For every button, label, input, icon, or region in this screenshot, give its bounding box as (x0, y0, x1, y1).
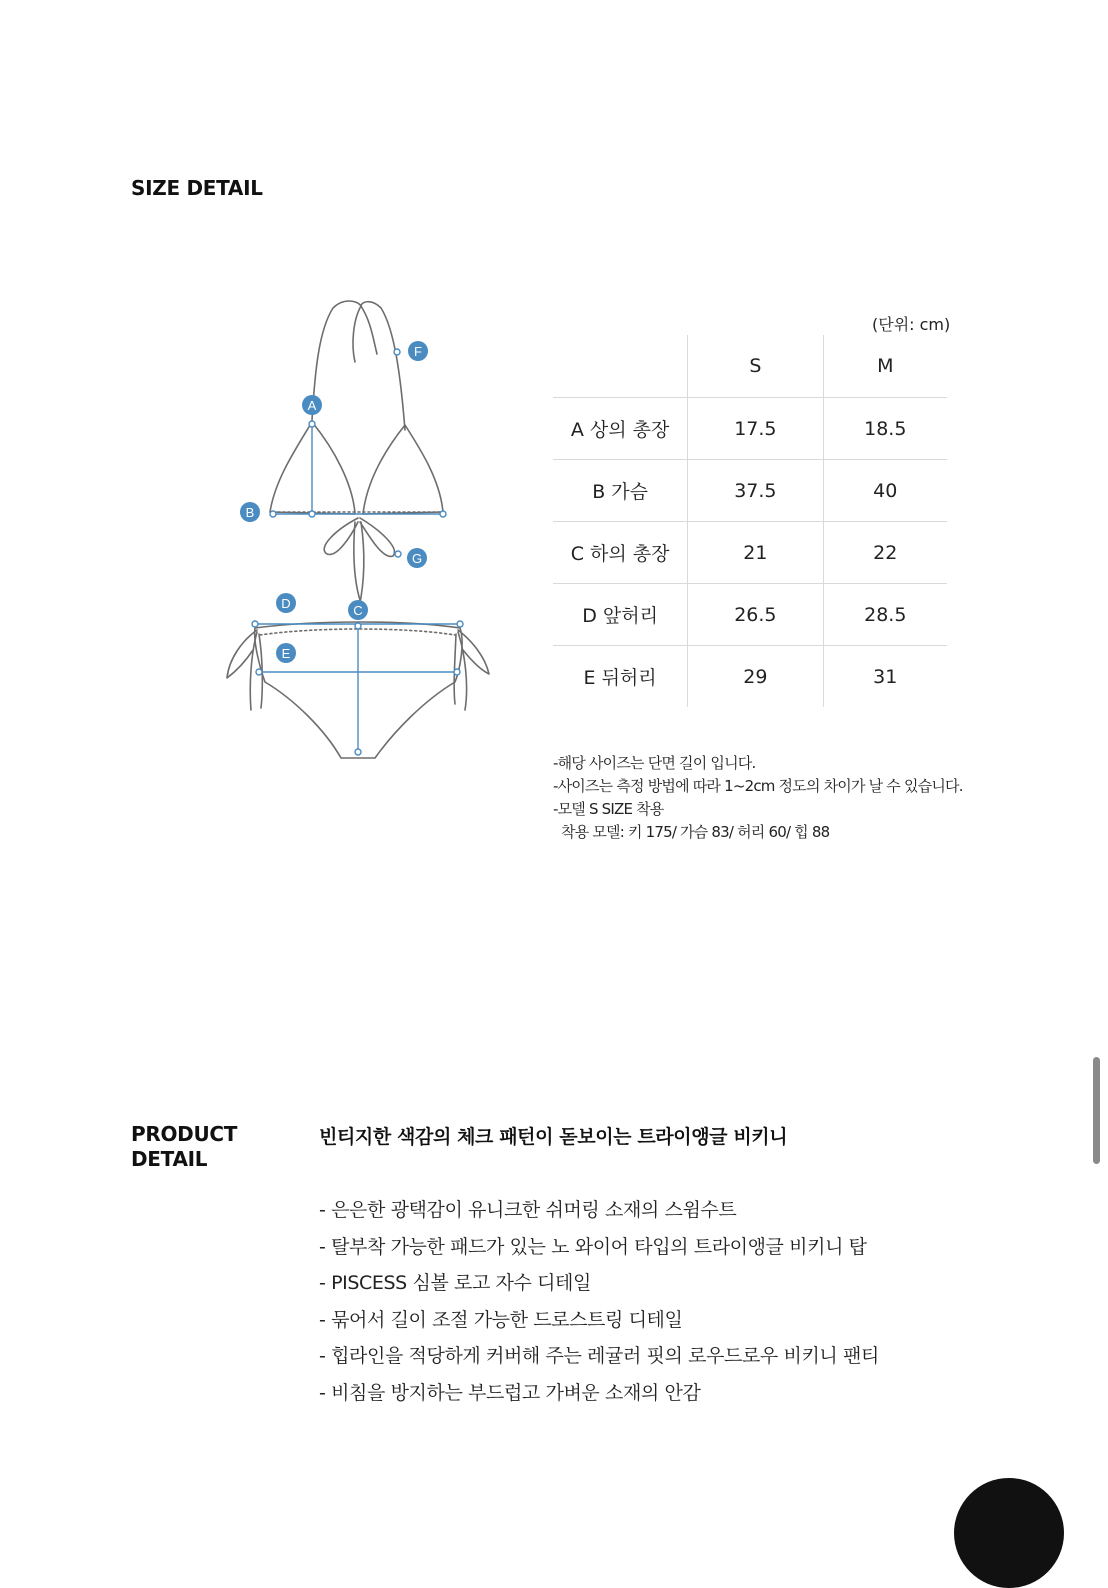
size-note: -모델 S SIZE 착용 (553, 800, 664, 818)
list-item: - 탈부착 가능한 패드가 있는 노 와이어 타입의 트라이앵글 비키니 탑 (319, 1235, 867, 1258)
bikini-size-diagram (215, 290, 505, 770)
product-detail-title-line: PRODUCT (131, 1122, 238, 1146)
table-row (553, 398, 947, 460)
badge-g (407, 548, 427, 568)
row-label: B 가슴 (553, 460, 688, 522)
badge-e (276, 643, 296, 663)
cell-value: 21 (688, 522, 823, 584)
svg-text:F: F (414, 344, 422, 359)
product-detail-title (131, 1122, 237, 1172)
svg-text:A: A (307, 398, 317, 413)
unit-note: (단위: cm) (872, 315, 951, 334)
list-item: - 비침을 방지하는 부드럽고 가벼운 소재의 안감 (319, 1381, 701, 1404)
cell-value: 29 (688, 646, 823, 708)
center-tie-loop-left (324, 518, 358, 554)
product-detail-title-line: DETAIL (131, 1147, 208, 1171)
badge-a (302, 395, 322, 415)
svg-text:B: B (245, 505, 255, 520)
badge-d (276, 593, 296, 613)
cell-value: 31 (823, 646, 947, 708)
cell-value: 40 (823, 460, 947, 522)
table-row (553, 584, 947, 646)
halter-bow (353, 306, 377, 362)
size-detail-title: SIZE DETAIL (131, 176, 263, 200)
row-label: C 하의 총장 (553, 522, 688, 584)
badge-b (240, 502, 260, 522)
cell-value: 17.5 (688, 398, 823, 460)
cell-value: 26.5 (688, 584, 823, 646)
size-column-header: S (688, 335, 823, 398)
floating-action-button[interactable] (954, 1478, 1064, 1588)
size-notes (553, 752, 963, 844)
cell-value: 22 (823, 522, 947, 584)
list-item: - PISCESS 심볼 로고 자수 디테일 (319, 1272, 591, 1294)
svg-text:G: G (411, 551, 423, 566)
table-row (553, 460, 947, 522)
cell-value: 37.5 (688, 460, 823, 522)
row-label: A 상의 총장 (553, 398, 688, 460)
badge-f (408, 341, 428, 361)
size-column-header: M (823, 335, 947, 398)
size-note: -사이즈는 측정 방법에 따라 1~2cm 정도의 차이가 날 수 있습니다. (553, 777, 963, 795)
svg-text:D: D (281, 596, 291, 611)
table-row (553, 646, 947, 708)
list-item: - 은은한 광택감이 유니크한 쉬머링 소재의 스윔수트 (319, 1199, 737, 1221)
size-note: -해당 사이즈는 단면 길이 입니다. (553, 754, 756, 772)
model-info-note: 착용 모델: 키 175/ 가슴 83/ 허리 60/ 힙 88 (561, 823, 830, 841)
row-label: E 뒤허리 (553, 646, 688, 708)
list-item: - 묶어서 길이 조절 가능한 드로스트링 디테일 (319, 1308, 683, 1331)
cell-value: 18.5 (823, 398, 947, 460)
scrollbar-thumb[interactable] (1093, 1057, 1100, 1164)
center-tie-strings (354, 522, 364, 608)
badge-c (348, 600, 368, 620)
table-row (553, 522, 947, 584)
product-headline: 빈티지한 색감의 체크 패턴이 돋보이는 트라이앵글 비키니 (319, 1126, 788, 1148)
size-table-corner (553, 335, 688, 398)
svg-text:E: E (281, 646, 291, 661)
size-table (553, 335, 947, 707)
product-feature-list (319, 1192, 879, 1411)
cell-value: 28.5 (823, 584, 947, 646)
center-tie-loop-right (360, 518, 394, 556)
list-item: - 힙라인을 적당하게 커버해 주는 레귤러 핏의 로우드로우 비키니 팬티 (319, 1345, 879, 1367)
svg-text:C: C (353, 603, 363, 618)
top-cup-right (363, 425, 443, 514)
row-label: D 앞허리 (553, 584, 688, 646)
